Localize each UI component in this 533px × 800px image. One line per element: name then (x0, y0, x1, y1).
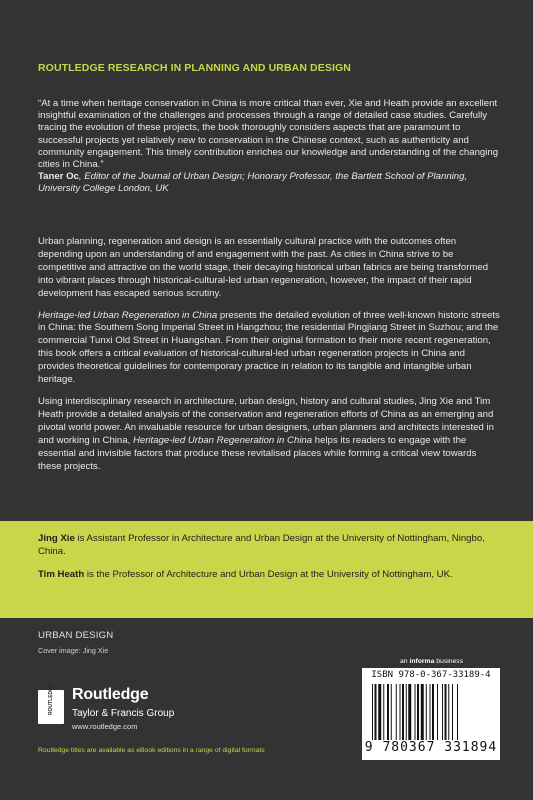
description-paragraph-3 (38, 396, 500, 473)
book-title-italic-2: Heritage-led Urban Regeneration in China (132, 434, 313, 446)
publisher-group: Taylor & Francis Group (72, 708, 175, 719)
author-bio-jing-xie (38, 533, 508, 559)
author-name-1: Jing Xie (38, 533, 75, 544)
endorser-name: Taner Oc (38, 171, 79, 183)
publisher-block (38, 683, 238, 756)
informa-brand: informa (409, 658, 435, 665)
publisher-name: Routledge (72, 686, 149, 703)
endorser-role: , Editor of the (78, 171, 139, 183)
informa-suffix: business (434, 658, 464, 665)
author-bios-panel (0, 521, 533, 618)
routledge-logo-icon (38, 683, 64, 724)
cover-image-credit: Cover image: Jing Xie (38, 646, 109, 655)
subject-category: URBAN DESIGN (38, 630, 114, 641)
quote-text: “At a time when heritage conservation in China is more critical than ever, Xie and Heath provide an excellent insightful examination of the challenges and processes through a range of detailed case studies. Carefully tracing the evolution of these projects, the book thoroughly considers aspects that are paramount to successful projects yet relatively new to conservation in the Chinese context, such as authenticity and community engagement. This timely contribution enriches our knowledge and understanding of the changing cities in China.” (38, 98, 499, 171)
description-paragraph-3-text-a: Using interdisciplinary research in architecture, urban design, history and cultural studies, Jing Xie and Tim Heath provide a detailed analysis of the conservation and regeneration efforts of China as an emerging and pivotal world power. An invaluable resource for urban designers, urban planners and architects interested in and working in China, (38, 395, 494, 446)
barcode (362, 668, 500, 760)
author-bio-tim-heath (38, 569, 508, 582)
logo-wordmark: ROUTLEDGE (48, 683, 54, 715)
book-description (38, 236, 500, 482)
isbn-text: ISBN 978-0-367-33189-4 (371, 670, 491, 680)
endorsement-quote (38, 98, 500, 196)
description-paragraph-3-text-b: helps its readers to engage with the essential and invisible factors that produce these revitalised places while forming a critical view towards these projects. (38, 434, 477, 472)
description-paragraph-2 (38, 310, 500, 387)
informa-prefix: an (400, 658, 410, 665)
informa-business-tag (400, 658, 463, 665)
description-paragraph-2-text: presents the detailed evolution of three well-known historic streets in China: the Southern Song Imperial Street in Hangzhou; the residential Pingjiang Street in Suzhou; and the commercial Tunxi Old Street in Huangshan. From their original formation to their more recent regeneration, this book offers a critical evaluation of historical-cultural-led urban regeneration projects in China and provides theoretical guidelines for contemporary practice in relation to its tangible and intangible urban heritage. (38, 309, 500, 386)
barcode-bars (372, 684, 490, 740)
book-title-italic: Heritage-led Urban Regeneration in China (38, 309, 218, 321)
endorser-attribution (38, 171, 467, 194)
author-bio-text-1: is Assistant Professor in Architecture and Urban Design at the University of Nottingham, Ningbo, China. (38, 533, 485, 557)
publisher-url: www.routledge.com (72, 722, 138, 731)
author-bio-text-2: is the Professor of Architecture and Urban Design at the University of Nottingham, UK. (84, 569, 453, 580)
ean-number: 9 780367 331894 (364, 740, 498, 755)
author-name-2: Tim Heath (38, 569, 85, 580)
series-title: ROUTLEDGE RESEARCH IN PLANNING AND URBAN DESIGN (38, 62, 351, 74)
ebook-note: Routledge titles are available as eBook editions in a range of digital formats (38, 747, 265, 754)
description-paragraph-1: Urban planning, regeneration and design is an essentially cultural practice with the outcomes often depending upon an understanding of and engagement with the past. As cities in China strive to be competitive and attractive on the world stage, their decaying historical urban fabrics are being transformed into vibrant places through historical-cultural-led urban regeneration, however, the impact of their rapid development has escaped serious scrutiny. (38, 236, 489, 299)
endorser-affiliation: Journal of Urban Design; Honorary Professor, the Bartlett School of Planning, University College London, UK (38, 171, 468, 195)
